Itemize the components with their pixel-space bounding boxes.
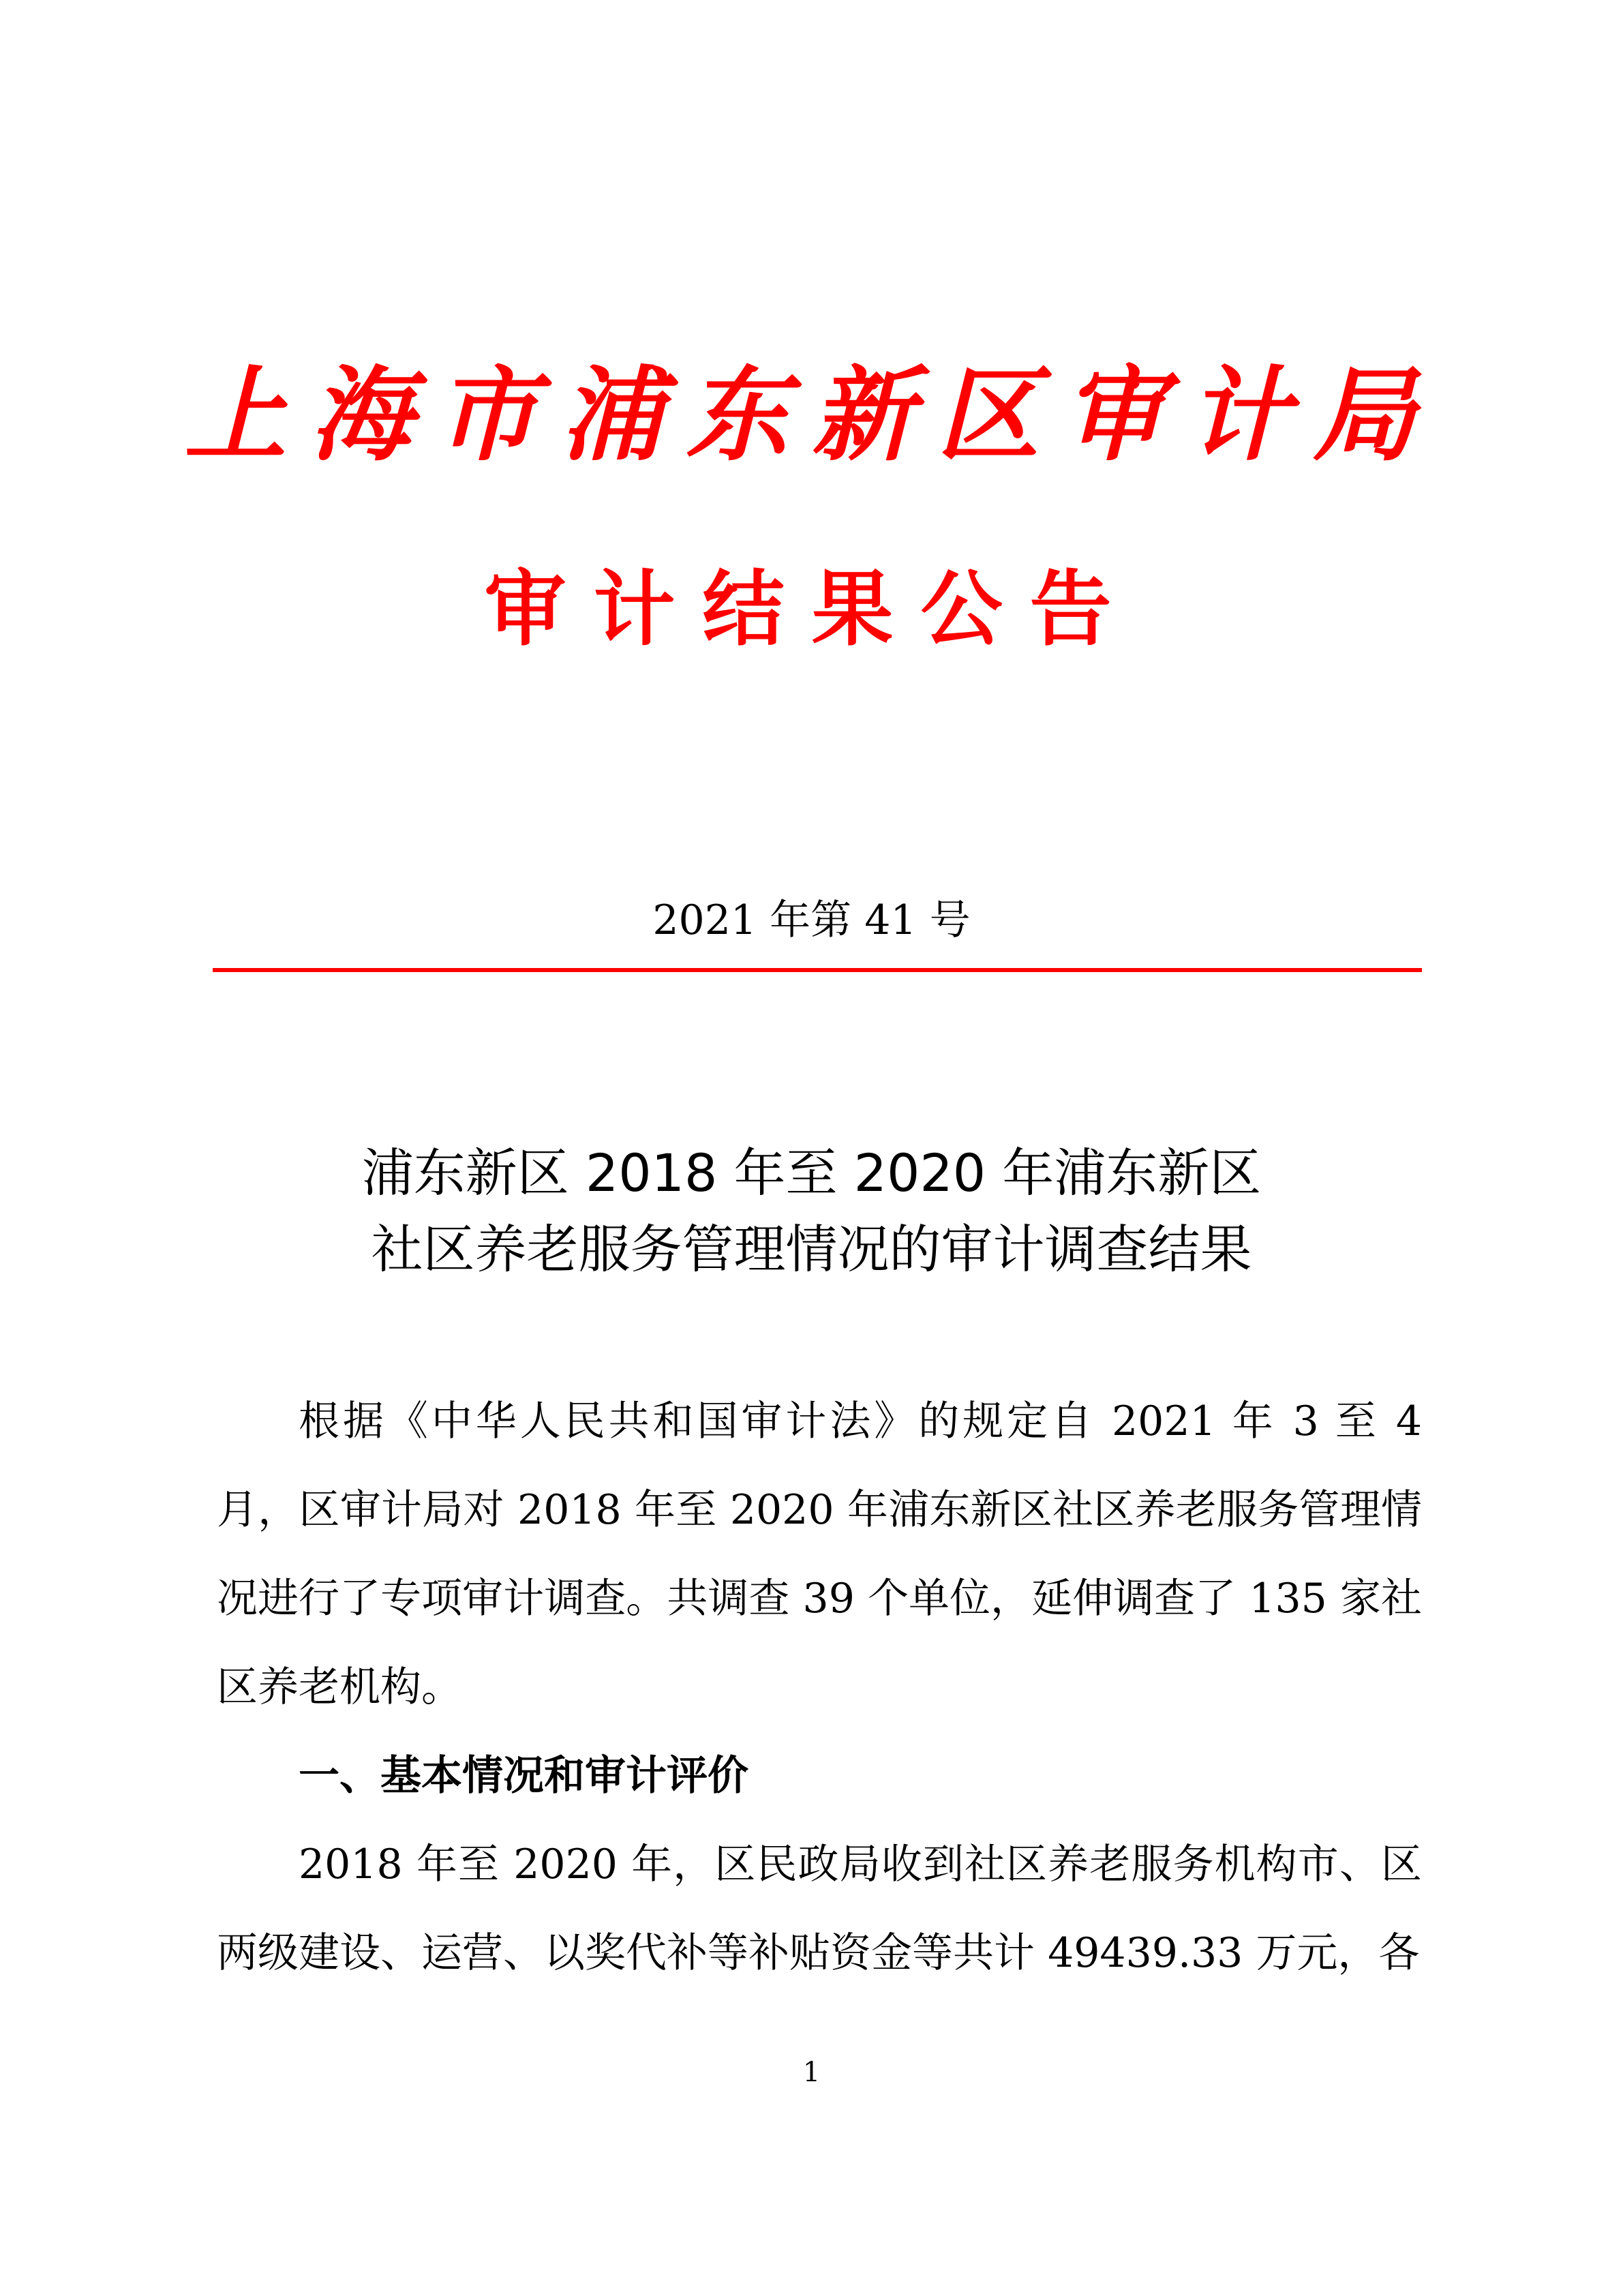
document-body — [217, 1377, 1422, 1997]
title-line-2: 社区养老服务管理情况的审计调查结果 — [371, 1219, 1252, 1280]
document-number: 2021 年第 41 号 — [652, 896, 971, 944]
section-heading-1: 一、基本情况和审计评价 — [299, 1752, 748, 1800]
document-title — [0, 1135, 1623, 1288]
page-number: 1 — [802, 2057, 821, 2088]
title-line-1: 浦东新区 2018 年至 2020 年浦东新区 — [361, 1143, 1262, 1203]
intro-paragraph: 根据《中华人民共和国审计法》的规定自 2021 年 3 至 4 月，区审计局对 2018 年至 2020 年浦东新区社区养老服务管理情况进行了专项审计调查。共调查 39 个单位，延伸调查了 135 家社区养老机构。 — [217, 1398, 1422, 1711]
red-divider-line — [213, 968, 1422, 972]
document-type: 审计结果公告 — [484, 562, 1139, 657]
section-1-paragraph: 2018 年至 2020 年，区民政局收到社区养老服务机构市、区两级建设、运营、以奖代补等补贴资金等共计 49439.33 万元，各 — [217, 1841, 1422, 1977]
agency-name: 上海市浦东新区审计局 — [184, 357, 1439, 475]
